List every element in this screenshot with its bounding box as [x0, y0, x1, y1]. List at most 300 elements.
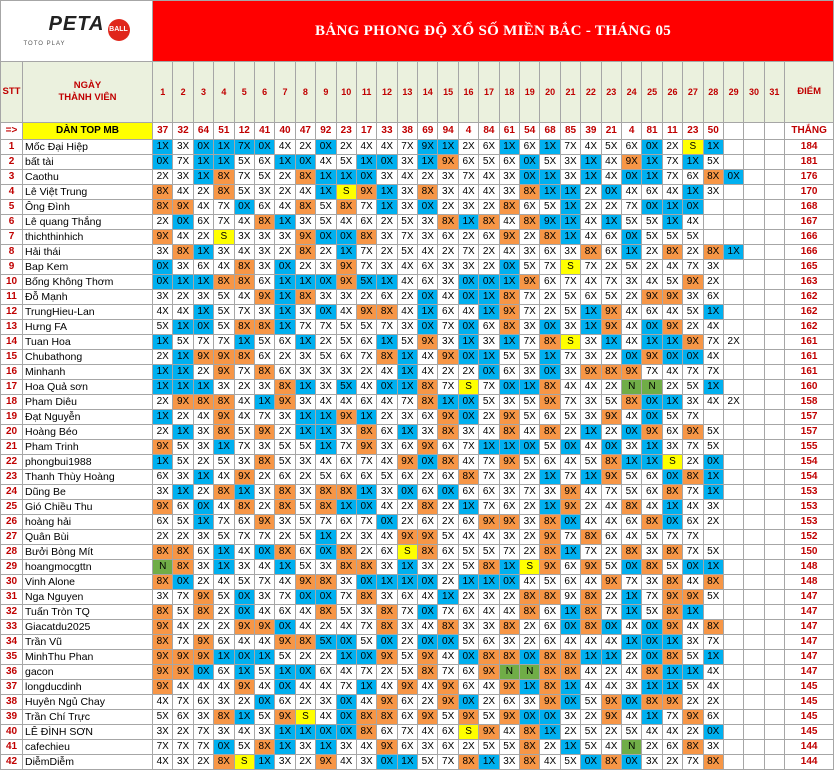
result-cell: 4X [601, 635, 621, 650]
header-day: 26 [662, 62, 682, 123]
result-cell: 7X [438, 320, 458, 335]
result-cell [764, 155, 784, 170]
result-cell: 5X [234, 425, 254, 440]
result-cell [764, 515, 784, 530]
result-cell: 7X [336, 440, 356, 455]
result-cell: 6X [397, 590, 417, 605]
result-cell: 1X [642, 710, 662, 725]
member-score: 144 [785, 740, 834, 755]
mb-value: 38 [397, 123, 417, 140]
result-cell: 3X [418, 215, 438, 230]
result-cell: 6X [438, 740, 458, 755]
member-score: 167 [785, 215, 834, 230]
result-cell: 2X [438, 200, 458, 215]
result-cell: 5X [703, 440, 723, 455]
result-cell: 9X [193, 650, 213, 665]
result-cell: 0X [193, 320, 213, 335]
result-cell: 9X [295, 575, 315, 590]
result-cell: 1X [723, 245, 743, 260]
result-cell: 7X [520, 290, 540, 305]
result-cell: 1X [377, 275, 397, 290]
result-cell: 8X [275, 545, 295, 560]
member-row [1, 470, 834, 485]
result-cell: 0X [458, 320, 478, 335]
result-cell [744, 245, 764, 260]
result-cell: 4X [234, 215, 254, 230]
result-cell: 0X [418, 320, 438, 335]
result-cell: 3X [499, 635, 519, 650]
result-cell [764, 575, 784, 590]
result-cell: 9X [418, 335, 438, 350]
member-score: 157 [785, 425, 834, 440]
result-cell: 0X [703, 725, 723, 740]
result-cell: 0X [458, 275, 478, 290]
result-cell: 4X [275, 140, 295, 155]
result-cell: 6X [173, 710, 193, 725]
result-cell: 1X [642, 680, 662, 695]
result-cell: 7X [356, 620, 376, 635]
result-cell: 8X [662, 545, 682, 560]
result-cell: 9X [234, 620, 254, 635]
result-cell: 3X [621, 680, 641, 695]
result-cell: 6X [540, 275, 560, 290]
result-cell: 4X [254, 605, 274, 620]
result-cell [764, 605, 784, 620]
header-stt: STT [1, 62, 23, 123]
result-cell [744, 155, 764, 170]
result-cell: 5X [275, 455, 295, 470]
result-cell: 8X [540, 680, 560, 695]
result-cell: 4X [438, 650, 458, 665]
result-cell: 7X [173, 695, 193, 710]
result-cell: 8X [418, 500, 438, 515]
result-cell [723, 575, 743, 590]
member-score: 154 [785, 455, 834, 470]
result-cell: 9X [540, 560, 560, 575]
result-cell [764, 335, 784, 350]
member-score: 147 [785, 620, 834, 635]
result-cell: 9X [193, 350, 213, 365]
result-cell: 4X [703, 680, 723, 695]
result-cell: 5X [479, 155, 499, 170]
result-cell: 2X [703, 275, 723, 290]
result-cell: 3X [540, 485, 560, 500]
result-cell: 4X [683, 215, 703, 230]
result-cell: 9X [540, 395, 560, 410]
result-cell: 2X [601, 590, 621, 605]
result-cell: 8X [499, 650, 519, 665]
result-cell: 4X [438, 290, 458, 305]
result-cell [723, 725, 743, 740]
result-cell: 1X [662, 635, 682, 650]
result-cell: 8X [234, 320, 254, 335]
result-cell: 2X [479, 260, 499, 275]
result-cell: 6X [540, 455, 560, 470]
result-cell: 7X [683, 410, 703, 425]
member-score: 157 [785, 410, 834, 425]
member-row [1, 485, 834, 500]
result-cell: 7X [234, 530, 254, 545]
result-cell: 2X [193, 485, 213, 500]
member-row [1, 755, 834, 770]
result-cell: 1X [377, 335, 397, 350]
result-cell [764, 275, 784, 290]
result-cell: 6X [581, 290, 601, 305]
result-cell: 9X [397, 680, 417, 695]
result-cell: 8X [560, 650, 580, 665]
result-cell: 8X [214, 710, 234, 725]
result-cell: 2X [520, 470, 540, 485]
member-name: Giacatdu2025 [23, 620, 153, 635]
result-cell: 0X [336, 710, 356, 725]
result-cell: 3X [254, 185, 274, 200]
result-cell: 5X [520, 395, 540, 410]
result-cell: 3X [377, 260, 397, 275]
result-cell: 6X [418, 515, 438, 530]
result-cell: 5X [458, 560, 478, 575]
result-cell: 9X [438, 680, 458, 695]
member-row [1, 455, 834, 470]
result-cell [764, 650, 784, 665]
result-cell: 5X [295, 530, 315, 545]
header-day: 25 [642, 62, 662, 123]
result-cell: 5X [336, 380, 356, 395]
result-cell: 8X [173, 560, 193, 575]
result-cell: 1X [316, 185, 336, 200]
member-row [1, 665, 834, 680]
result-cell [764, 485, 784, 500]
result-cell: 1X [560, 185, 580, 200]
result-cell: 4X [254, 680, 274, 695]
result-cell: 9X [581, 365, 601, 380]
result-cell [723, 695, 743, 710]
result-cell [723, 635, 743, 650]
member-name: LÊ ĐÌNH SƠN [23, 725, 153, 740]
result-cell: 5X [581, 725, 601, 740]
result-cell: 1X [153, 365, 173, 380]
result-cell: 1X [703, 140, 723, 155]
result-cell: 0X [418, 635, 438, 650]
row-stt: 3 [1, 170, 23, 185]
result-cell: 2X [479, 695, 499, 710]
result-cell: 7X [173, 635, 193, 650]
result-cell: 2X [601, 545, 621, 560]
result-cell: S [560, 335, 580, 350]
result-cell: 4X [621, 320, 641, 335]
result-cell: 1X [336, 170, 356, 185]
mb-value: 84 [479, 123, 499, 140]
result-cell: 8X [621, 395, 641, 410]
result-cell: 4X [418, 365, 438, 380]
result-cell: 8X [336, 200, 356, 215]
result-cell: 6X [601, 530, 621, 545]
result-cell [723, 710, 743, 725]
result-cell: 1X [214, 545, 234, 560]
result-cell: 1X [458, 500, 478, 515]
result-cell: 6X [642, 185, 662, 200]
result-cell: 8X [377, 305, 397, 320]
result-cell: 4X [479, 425, 499, 440]
result-cell: 8X [356, 425, 376, 440]
result-cell: 9X [295, 230, 315, 245]
result-cell: 5X [601, 560, 621, 575]
member-score: 162 [785, 320, 834, 335]
result-cell: 8X [479, 650, 499, 665]
result-cell: 3X [377, 440, 397, 455]
result-cell [764, 740, 784, 755]
result-cell: 3X [418, 740, 438, 755]
result-cell: 2X [254, 470, 274, 485]
result-cell: 1X [275, 305, 295, 320]
result-cell: 9X [560, 590, 580, 605]
result-cell: 0X [356, 575, 376, 590]
result-cell: 8X [153, 200, 173, 215]
result-cell: 8X [499, 425, 519, 440]
result-cell: 1X [458, 575, 478, 590]
result-cell: 2X [316, 620, 336, 635]
result-cell [744, 215, 764, 230]
result-cell: 0X [540, 710, 560, 725]
result-cell: 1X [581, 155, 601, 170]
result-cell [744, 275, 764, 290]
result-cell: 0X [642, 200, 662, 215]
result-cell: 3X [377, 590, 397, 605]
result-cell: 9X [642, 425, 662, 440]
result-cell [764, 665, 784, 680]
result-cell: 2X [458, 230, 478, 245]
result-cell: 2X [458, 740, 478, 755]
result-cell: 7X [560, 275, 580, 290]
result-cell: 5X [316, 350, 336, 365]
result-cell [764, 725, 784, 740]
result-cell: 9X [254, 425, 274, 440]
result-cell: 4X [234, 725, 254, 740]
result-cell: 4X [581, 515, 601, 530]
result-cell: 2X [295, 755, 315, 770]
result-cell: 5X [173, 515, 193, 530]
result-cell [744, 575, 764, 590]
result-cell: 5X [662, 275, 682, 290]
result-cell: 7X [520, 335, 540, 350]
result-cell: 5X [540, 440, 560, 455]
result-cell: 6X [703, 290, 723, 305]
member-name: Quân Bùi [23, 530, 153, 545]
result-cell: N [520, 665, 540, 680]
result-cell: 8X [703, 755, 723, 770]
result-cell: 0X [662, 350, 682, 365]
result-cell: 2X [621, 290, 641, 305]
result-cell: 2X [254, 500, 274, 515]
result-cell: 1X [336, 500, 356, 515]
result-cell: 0X [153, 275, 173, 290]
result-cell: 4X [234, 410, 254, 425]
result-cell: 0X [479, 275, 499, 290]
result-cell: 2X [214, 620, 234, 635]
result-cell: 7X [356, 200, 376, 215]
result-cell: 3X [418, 425, 438, 440]
result-cell: 4X [621, 530, 641, 545]
result-cell [744, 665, 764, 680]
result-cell: 1X [316, 425, 336, 440]
result-cell: 8X [642, 695, 662, 710]
result-cell: 4X [621, 410, 641, 425]
member-name: Đạt Nguyễn [23, 410, 153, 425]
result-cell: 9X [601, 710, 621, 725]
result-cell: 5X [621, 215, 641, 230]
result-cell: 4X [479, 605, 499, 620]
result-cell: 4X [621, 710, 641, 725]
result-cell: 2X [642, 740, 662, 755]
result-cell: 6X [662, 740, 682, 755]
result-cell: 0X [275, 260, 295, 275]
result-cell: 4X [601, 500, 621, 515]
result-cell: 0X [193, 140, 213, 155]
result-cell: 7X [234, 440, 254, 455]
result-cell: 2X [683, 695, 703, 710]
row-stt: 18 [1, 395, 23, 410]
result-cell: 5X [316, 200, 336, 215]
result-cell: 3X [683, 395, 703, 410]
result-cell: 3X [479, 590, 499, 605]
result-cell: S [397, 545, 417, 560]
result-cell [764, 305, 784, 320]
result-cell: 4X [418, 245, 438, 260]
result-cell: 6X [275, 365, 295, 380]
result-cell: 2X [601, 725, 621, 740]
result-cell: 3X [295, 740, 315, 755]
member-name: Minhanh [23, 365, 153, 380]
result-cell: 8X [418, 665, 438, 680]
result-cell: 5X [275, 650, 295, 665]
result-cell: 7X [560, 470, 580, 485]
result-cell: 4X [499, 605, 519, 620]
row-stt: 41 [1, 740, 23, 755]
result-cell: 1X [173, 425, 193, 440]
result-cell: 0X [560, 440, 580, 455]
result-cell: S [295, 710, 315, 725]
result-cell: 2X [275, 425, 295, 440]
result-cell: 3X [153, 290, 173, 305]
result-cell: 4X [153, 695, 173, 710]
result-cell: 6X [540, 245, 560, 260]
result-cell: 1X [683, 665, 703, 680]
result-cell: 7X [601, 605, 621, 620]
result-cell: 6X [479, 320, 499, 335]
result-cell [764, 635, 784, 650]
result-cell: 1X [418, 155, 438, 170]
result-cell: 8X [316, 575, 336, 590]
result-cell: 2X [438, 575, 458, 590]
result-cell: 7X [173, 590, 193, 605]
result-cell: 8X [581, 590, 601, 605]
result-cell: S [214, 230, 234, 245]
result-cell: 5X [295, 440, 315, 455]
member-name: Vinh Alone [23, 575, 153, 590]
result-cell: 5X [418, 755, 438, 770]
result-cell: 9X [234, 470, 254, 485]
result-cell: 5X [662, 230, 682, 245]
result-cell: 8X [703, 170, 723, 185]
result-cell: 3X [397, 410, 417, 425]
result-cell: 8X [356, 590, 376, 605]
result-cell: 6X [458, 680, 478, 695]
result-cell [764, 560, 784, 575]
result-cell: 2X [479, 245, 499, 260]
result-cell: 7X [316, 320, 336, 335]
result-cell: 6X [173, 500, 193, 515]
result-cell: 8X [193, 605, 213, 620]
result-cell: 1X [193, 470, 213, 485]
result-cell: 2X [601, 200, 621, 215]
result-cell: 9X [356, 185, 376, 200]
result-cell: 3X [438, 170, 458, 185]
row-stt: 36 [1, 665, 23, 680]
result-cell [723, 410, 743, 425]
result-cell: 4X [193, 410, 213, 425]
result-cell: 5X [458, 545, 478, 560]
result-cell: 4X [479, 170, 499, 185]
result-cell: 5X [581, 695, 601, 710]
member-row [1, 425, 834, 440]
result-cell: 6X [479, 140, 499, 155]
result-cell: 5X [438, 530, 458, 545]
result-cell: 6X [234, 515, 254, 530]
result-cell: 3X [683, 635, 703, 650]
result-cell: 6X [438, 545, 458, 560]
result-cell: 4X [683, 575, 703, 590]
result-cell: 7X [173, 740, 193, 755]
result-cell: 8X [540, 590, 560, 605]
result-cell [764, 170, 784, 185]
result-cell: 3X [356, 530, 376, 545]
result-cell: 7X [193, 725, 213, 740]
result-cell: 3X [560, 155, 580, 170]
result-cell: 8X [254, 365, 274, 380]
result-cell [744, 725, 764, 740]
result-cell: 5X [234, 575, 254, 590]
result-cell: 2X [540, 305, 560, 320]
result-cell: 5X [703, 545, 723, 560]
result-cell: 3X [703, 500, 723, 515]
result-cell: 2X [153, 395, 173, 410]
result-cell: 3X [458, 260, 478, 275]
result-cell: 8X [581, 620, 601, 635]
result-cell: 4X [560, 455, 580, 470]
result-cell: 9X [173, 200, 193, 215]
result-cell: 9X [397, 455, 417, 470]
result-cell: 8X [254, 215, 274, 230]
result-cell: 9X [662, 620, 682, 635]
member-score: 165 [785, 260, 834, 275]
member-row [1, 140, 834, 155]
member-score: 160 [785, 380, 834, 395]
result-cell: 1X [153, 410, 173, 425]
result-cell: 1X [295, 335, 315, 350]
result-cell: 0X [499, 575, 519, 590]
result-cell [723, 455, 743, 470]
result-cell: 1X [316, 440, 336, 455]
result-cell: 2X [295, 140, 315, 155]
result-cell: 4X [581, 215, 601, 230]
result-cell: 1X [173, 350, 193, 365]
row-stt: 10 [1, 275, 23, 290]
result-cell: 3X [316, 290, 336, 305]
mb-value: 23 [683, 123, 703, 140]
result-cell: 8X [479, 215, 499, 230]
result-cell: 6X [703, 710, 723, 725]
member-name: Gió Chiều Thu [23, 500, 153, 515]
member-row [1, 575, 834, 590]
